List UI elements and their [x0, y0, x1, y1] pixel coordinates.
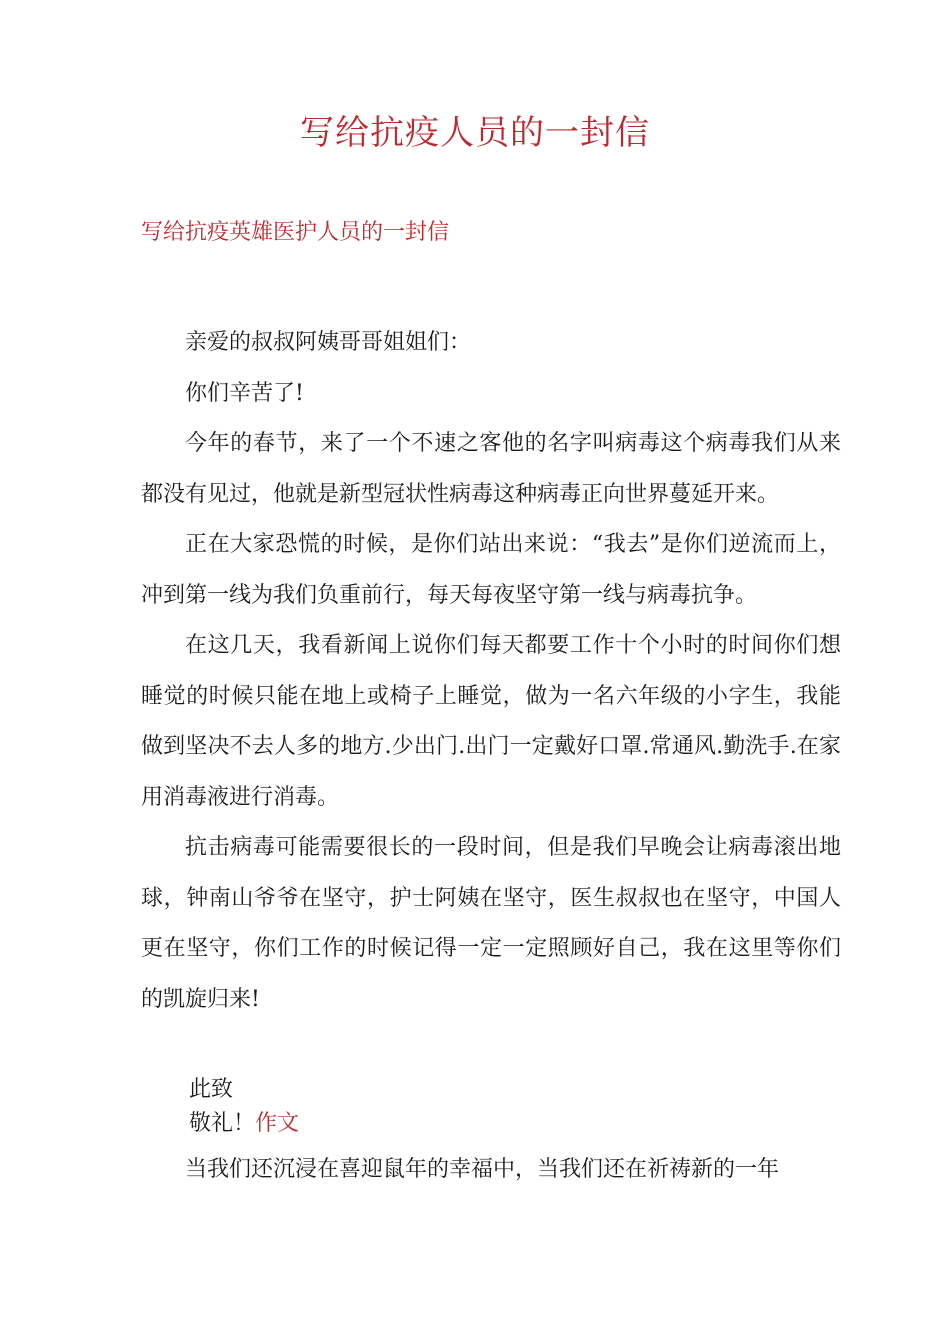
paragraph: 你们辛苦了! — [185, 380, 304, 406]
paragraph: 在这几天，我看新闻上说你们每天都要工作十个小时的时间你们想睡觉的时候只能在地上或椅子上睡觉，做为一名六年级的小字生，我能做到坚决不去人多的地方.少出门.出门一定戴好口罩.常通风.勤洗手.在家用消毒液进行消毒。 — [141, 633, 841, 810]
paragraph: 当我们还沉浸在喜迎鼠年的幸福中，当我们还在祈祷新的一年 — [185, 1157, 780, 1182]
next-letter-start — [141, 1145, 841, 1195]
paragraph: 亲爱的叔叔阿姨哥哥姐姐们： — [185, 330, 472, 355]
paragraph: 今年的春节，来了一个不速之客他的名字叫病毒这个病毒我们从来都没有见过，他就是新型冠状性病毒这种病毒正向世界蔓延开来。 — [141, 431, 841, 507]
subtitle-link[interactable]: 写给抗疫英雄医护人员的一封信 — [141, 220, 450, 245]
closing-salute: 敬礼！ — [189, 1111, 256, 1136]
closing-line — [189, 1107, 299, 1141]
page-title: 写给抗疫人员的一封信 — [300, 113, 650, 153]
paragraph: 抗击病毒可能需要很长的一段时间，但是我们早晚会让病毒滚出地球，钟南山爷爷在坚守，护士阿姨在坚守，医生叔叔也在坚守，中国人更在坚守，你们工作的时候记得一定一定照顾好自己，我在这里等你们的凯旋归来! — [141, 835, 841, 1012]
essay-link[interactable]: 作文 — [255, 1111, 300, 1136]
letter-body — [141, 318, 841, 1025]
letter-closing — [189, 1073, 299, 1141]
paragraph: 正在大家恐慌的时候，是你们站出来说：“我去”是你们逆流而上，冲到第一线为我们负重前行，每天每夜坚守第一线与病毒抗争。 — [141, 532, 841, 608]
closing-line: 此致 — [189, 1077, 234, 1102]
